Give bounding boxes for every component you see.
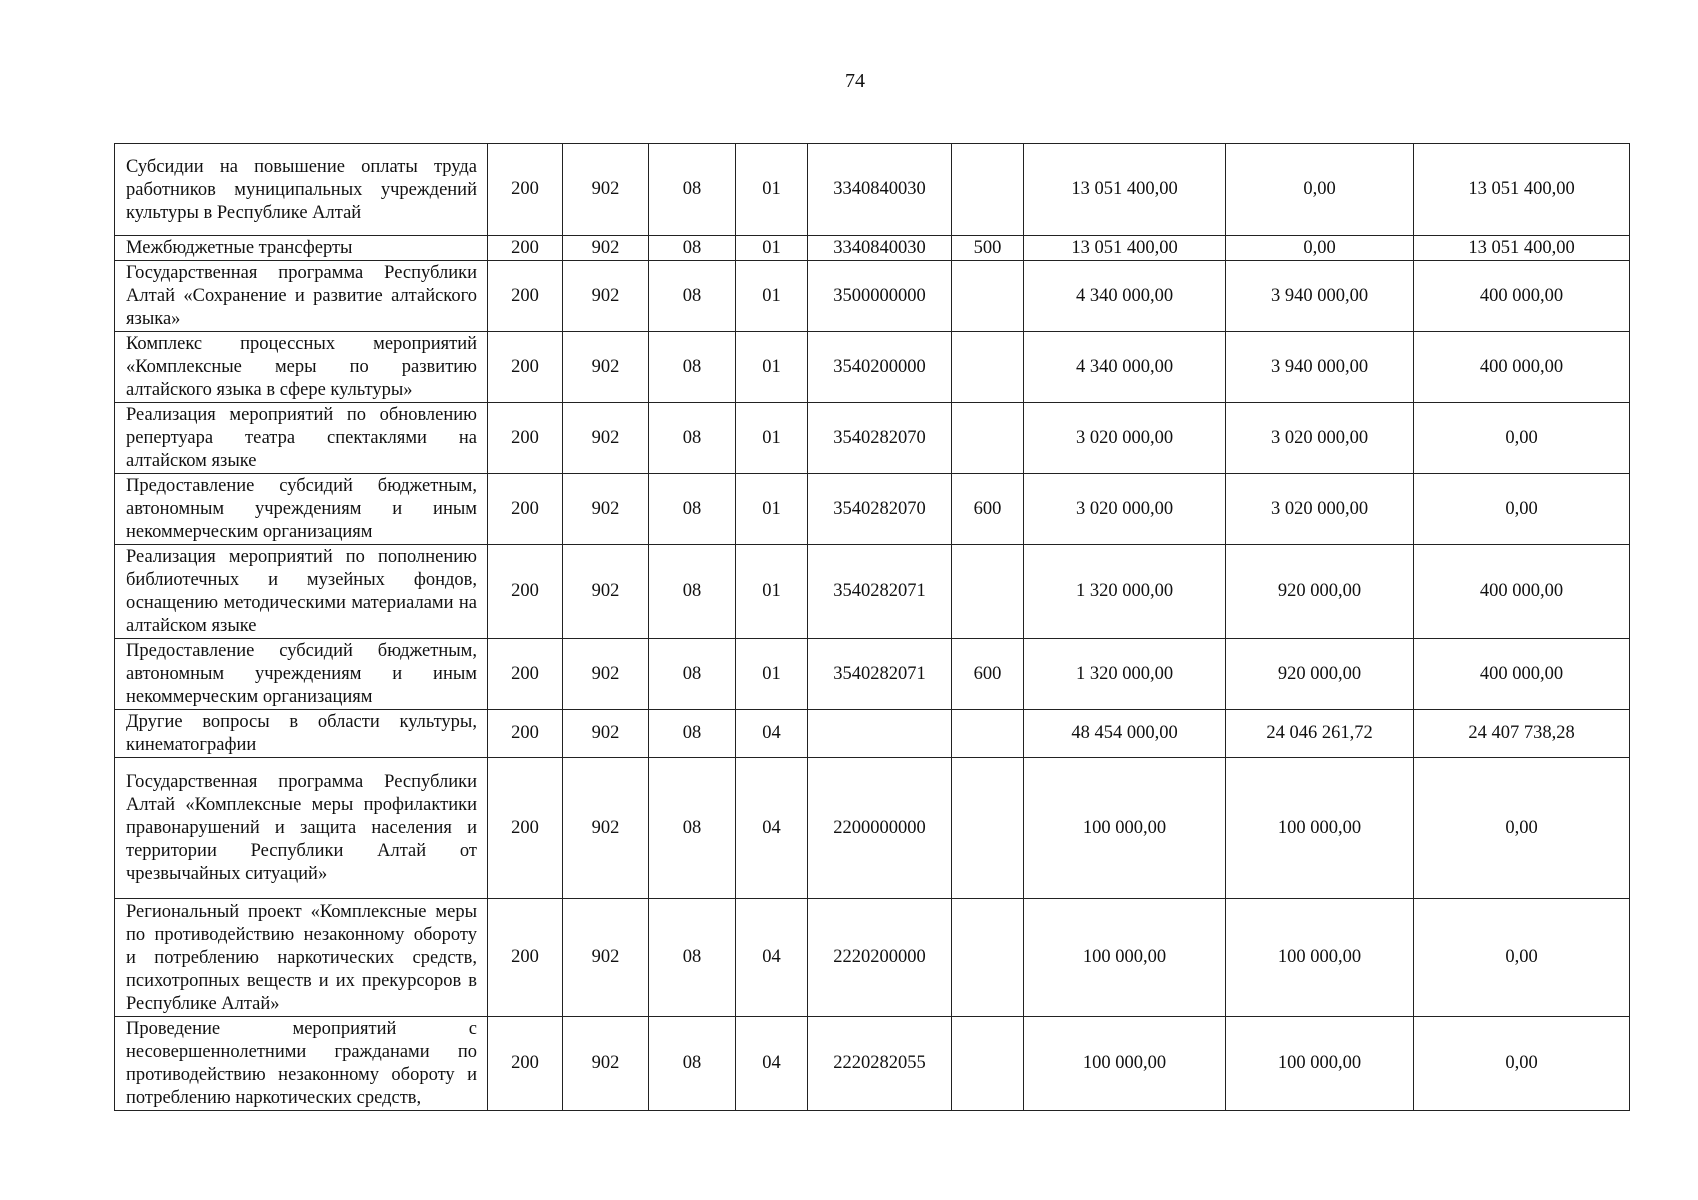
code-200-cell: 200 — [488, 710, 563, 758]
amount-total-cell: 100 000,00 — [1024, 1017, 1226, 1111]
subsection-code-cell: 01 — [736, 474, 808, 545]
code-200-cell: 200 — [488, 474, 563, 545]
code-200-cell: 200 — [488, 1017, 563, 1111]
amount-federal-cell: 3 940 000,00 — [1226, 332, 1414, 403]
section-code-cell: 08 — [649, 639, 736, 710]
subsection-code-cell: 04 — [736, 710, 808, 758]
expense-type-code-cell: 600 — [952, 474, 1024, 545]
amount-total-cell: 1 320 000,00 — [1024, 639, 1226, 710]
subsection-code-cell: 04 — [736, 1017, 808, 1111]
ministry-code-cell: 902 — [563, 639, 649, 710]
subsection-code-cell: 01 — [736, 545, 808, 639]
expense-type-code-cell — [952, 144, 1024, 236]
amount-federal-cell: 100 000,00 — [1226, 899, 1414, 1017]
target-article-code-cell: 3340840030 — [808, 144, 952, 236]
ministry-code-cell: 902 — [563, 1017, 649, 1111]
expense-type-code-cell — [952, 1017, 1024, 1111]
code-200-cell: 200 — [488, 758, 563, 899]
amount-regional-cell: 400 000,00 — [1414, 639, 1630, 710]
amount-total-cell: 4 340 000,00 — [1024, 332, 1226, 403]
amount-total-cell: 3 020 000,00 — [1024, 474, 1226, 545]
expense-type-code-cell — [952, 758, 1024, 899]
target-article-code-cell — [808, 710, 952, 758]
subsection-code-cell: 04 — [736, 758, 808, 899]
amount-total-cell: 100 000,00 — [1024, 899, 1226, 1017]
section-code-cell: 08 — [649, 332, 736, 403]
ministry-code-cell: 902 — [563, 144, 649, 236]
ministry-code-cell: 902 — [563, 758, 649, 899]
target-article-code-cell: 2220282055 — [808, 1017, 952, 1111]
section-code-cell: 08 — [649, 403, 736, 474]
amount-total-cell: 100 000,00 — [1024, 758, 1226, 899]
section-code-cell: 08 — [649, 474, 736, 545]
table-row — [115, 639, 1630, 710]
subsection-code-cell: 01 — [736, 144, 808, 236]
expense-type-code-cell: 500 — [952, 236, 1024, 261]
amount-federal-cell: 100 000,00 — [1226, 758, 1414, 899]
amount-federal-cell: 100 000,00 — [1226, 1017, 1414, 1111]
target-article-code-cell: 3540282071 — [808, 545, 952, 639]
table-body — [115, 144, 1630, 1111]
expense-type-code-cell — [952, 261, 1024, 332]
code-200-cell: 200 — [488, 639, 563, 710]
expense-type-code-cell — [952, 710, 1024, 758]
subsection-code-cell: 01 — [736, 261, 808, 332]
code-200-cell: 200 — [488, 332, 563, 403]
target-article-code-cell: 2200000000 — [808, 758, 952, 899]
amount-regional-cell: 13 051 400,00 — [1414, 144, 1630, 236]
table-row — [115, 236, 1630, 261]
table-row — [115, 758, 1630, 899]
row-name-cell: Предоставление субсидий бюджетным, автономным учреждениям и иным некоммерческим организациям — [115, 639, 488, 710]
amount-regional-cell: 400 000,00 — [1414, 545, 1630, 639]
target-article-code-cell: 3540282071 — [808, 639, 952, 710]
budget-table — [114, 143, 1630, 1111]
amount-total-cell: 3 020 000,00 — [1024, 403, 1226, 474]
target-article-code-cell: 3540282070 — [808, 403, 952, 474]
subsection-code-cell: 04 — [736, 899, 808, 1017]
section-code-cell: 08 — [649, 236, 736, 261]
amount-regional-cell: 400 000,00 — [1414, 332, 1630, 403]
row-name-cell: Проведение мероприятий с несовершеннолетними гражданами по противодействию незаконному обороту и потреблению наркотических средств, — [115, 1017, 488, 1111]
amount-federal-cell: 3 940 000,00 — [1226, 261, 1414, 332]
amount-total-cell: 13 051 400,00 — [1024, 236, 1226, 261]
row-name-cell: Государственная программа Республики Алтай «Сохранение и развитие алтайского языка» — [115, 261, 488, 332]
amount-regional-cell: 0,00 — [1414, 758, 1630, 899]
row-name-cell: Предоставление субсидий бюджетным, автономным учреждениям и иным некоммерческим организациям — [115, 474, 488, 545]
target-article-code-cell: 3340840030 — [808, 236, 952, 261]
code-200-cell: 200 — [488, 899, 563, 1017]
section-code-cell: 08 — [649, 261, 736, 332]
amount-federal-cell: 920 000,00 — [1226, 639, 1414, 710]
target-article-code-cell: 3540282070 — [808, 474, 952, 545]
expense-type-code-cell — [952, 899, 1024, 1017]
table-row — [115, 545, 1630, 639]
code-200-cell: 200 — [488, 236, 563, 261]
ministry-code-cell: 902 — [563, 474, 649, 545]
expense-type-code-cell — [952, 403, 1024, 474]
expense-type-code-cell: 600 — [952, 639, 1024, 710]
row-name-cell: Реализация мероприятий по пополнению библиотечных и музейных фондов, оснащению методическими материалами на алтайском языке — [115, 545, 488, 639]
amount-total-cell: 4 340 000,00 — [1024, 261, 1226, 332]
expense-type-code-cell — [952, 332, 1024, 403]
amount-regional-cell: 0,00 — [1414, 403, 1630, 474]
amount-total-cell: 1 320 000,00 — [1024, 545, 1226, 639]
row-name-cell: Субсидии на повышение оплаты труда работников муниципальных учреждений культуры в Республике Алтай — [115, 144, 488, 236]
row-name-cell: Государственная программа Республики Алтай «Комплексные меры профилактики правонарушений и защита населения и территории Республики Алтай от чрезвычайных ситуаций» — [115, 758, 488, 899]
ministry-code-cell: 902 — [563, 332, 649, 403]
amount-regional-cell: 400 000,00 — [1414, 261, 1630, 332]
table-row — [115, 403, 1630, 474]
amount-regional-cell: 13 051 400,00 — [1414, 236, 1630, 261]
row-name-cell: Реализация мероприятий по обновлению репертуара театра спектаклями на алтайском языке — [115, 403, 488, 474]
amount-federal-cell: 0,00 — [1226, 144, 1414, 236]
amount-regional-cell: 24 407 738,28 — [1414, 710, 1630, 758]
page-number: 74 — [845, 70, 865, 92]
ministry-code-cell: 902 — [563, 545, 649, 639]
section-code-cell: 08 — [649, 710, 736, 758]
section-code-cell: 08 — [649, 1017, 736, 1111]
amount-federal-cell: 0,00 — [1226, 236, 1414, 261]
section-code-cell: 08 — [649, 545, 736, 639]
code-200-cell: 200 — [488, 403, 563, 474]
row-name-cell: Межбюджетные трансферты — [115, 236, 488, 261]
ministry-code-cell: 902 — [563, 403, 649, 474]
amount-federal-cell: 3 020 000,00 — [1226, 403, 1414, 474]
row-name-cell: Другие вопросы в области культуры, кинематографии — [115, 710, 488, 758]
subsection-code-cell: 01 — [736, 332, 808, 403]
section-code-cell: 08 — [649, 758, 736, 899]
subsection-code-cell: 01 — [736, 639, 808, 710]
target-article-code-cell: 2220200000 — [808, 899, 952, 1017]
target-article-code-cell: 3540200000 — [808, 332, 952, 403]
amount-regional-cell: 0,00 — [1414, 899, 1630, 1017]
amount-federal-cell: 920 000,00 — [1226, 545, 1414, 639]
code-200-cell: 200 — [488, 144, 563, 236]
ministry-code-cell: 902 — [563, 710, 649, 758]
ministry-code-cell: 902 — [563, 236, 649, 261]
amount-total-cell: 13 051 400,00 — [1024, 144, 1226, 236]
table-row — [115, 144, 1630, 236]
amount-federal-cell: 3 020 000,00 — [1226, 474, 1414, 545]
subsection-code-cell: 01 — [736, 403, 808, 474]
amount-federal-cell: 24 046 261,72 — [1226, 710, 1414, 758]
amount-regional-cell: 0,00 — [1414, 1017, 1630, 1111]
amount-regional-cell: 0,00 — [1414, 474, 1630, 545]
table-row — [115, 261, 1630, 332]
section-code-cell: 08 — [649, 144, 736, 236]
table-row — [115, 1017, 1630, 1111]
table-row — [115, 710, 1630, 758]
table-row — [115, 474, 1630, 545]
row-name-cell: Региональный проект «Комплексные меры по противодействию незаконному обороту и потреблению наркотических средств, психотропных веществ и их прекурсоров в Республике Алтай» — [115, 899, 488, 1017]
ministry-code-cell: 902 — [563, 261, 649, 332]
amount-total-cell: 48 454 000,00 — [1024, 710, 1226, 758]
section-code-cell: 08 — [649, 899, 736, 1017]
ministry-code-cell: 902 — [563, 899, 649, 1017]
table-row — [115, 332, 1630, 403]
expense-type-code-cell — [952, 545, 1024, 639]
table-row — [115, 899, 1630, 1017]
code-200-cell: 200 — [488, 261, 563, 332]
code-200-cell: 200 — [488, 545, 563, 639]
subsection-code-cell: 01 — [736, 236, 808, 261]
target-article-code-cell: 3500000000 — [808, 261, 952, 332]
row-name-cell: Комплекс процессных мероприятий «Комплексные меры по развитию алтайского языка в сфере культуры» — [115, 332, 488, 403]
